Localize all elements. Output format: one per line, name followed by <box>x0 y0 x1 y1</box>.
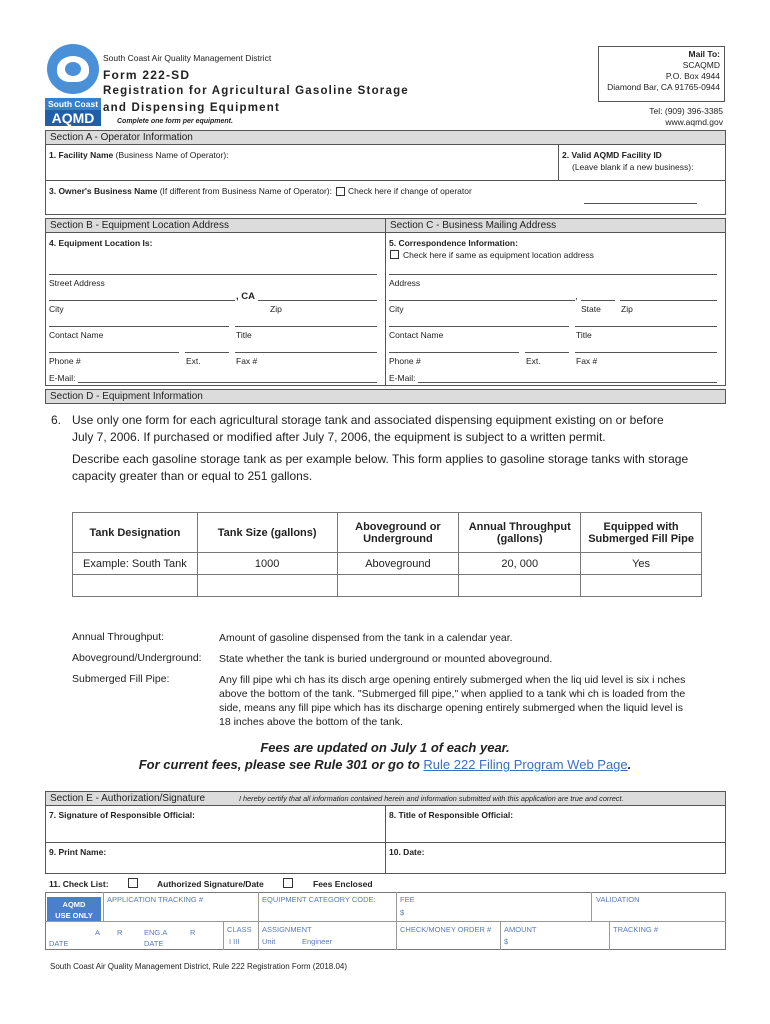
fax-field[interactable] <box>235 352 377 353</box>
section-c-header: Section C - Business Mailing Address <box>385 218 726 233</box>
date-label: 10. Date: <box>389 847 425 857</box>
tank-table <box>72 512 702 597</box>
unit-label: Unit <box>262 937 276 946</box>
def-term-aboveground: Aboveground/Underground: <box>72 652 202 664</box>
facility-id-hint: (Leave blank if a new business): <box>572 162 694 172</box>
change-operator-label: Check here if change of operator <box>348 186 472 196</box>
tracking-label: TRACKING # <box>613 925 659 934</box>
section-a-header: Section A - Operator Information <box>45 130 726 145</box>
facility-name-field[interactable] <box>230 148 550 176</box>
table-cell[interactable] <box>337 575 459 597</box>
r2-label: R <box>190 928 196 937</box>
col-tank-size: Tank Size (gallons) <box>197 513 337 553</box>
authorized-signature-label: Authorized Signature/Date <box>157 879 264 889</box>
checklist-label: 11. Check List: <box>49 879 109 889</box>
def-text-submerged: Any fill pipe whi ch has its disch arge opening entirely submerged when the liq uid level is six i nches above the bottom of the tank. "Submerged fill pipe," when applied to a tank whi ch is loaded from the side, means any fill pipe which has its discharge opening entirely submerged when the liquid level is 18 inches above the bottom of the tank. <box>219 674 686 728</box>
mailing-fax-label: Fax # <box>576 356 598 366</box>
mailing-title-label: Title <box>576 330 592 340</box>
form-number: Form 222-SD <box>103 68 191 82</box>
mailing-contact-field[interactable] <box>389 326 569 327</box>
logo-south-coast: South Coast <box>45 98 101 110</box>
contact-name-field[interactable] <box>49 326 229 327</box>
same-address-label: Check here if same as equipment location address <box>403 250 594 260</box>
table-cell: 1000 <box>197 553 337 575</box>
engineer-label: Engineer <box>302 937 333 946</box>
facility-name-label: 1. Facility Name (Business Name of Operator): <box>49 150 229 160</box>
mailing-phone-label: Phone # <box>389 356 421 366</box>
ca-label: , CA <box>236 291 255 302</box>
official-title-field[interactable] <box>389 822 719 840</box>
class-value: I III <box>229 937 240 946</box>
zip-label: Zip <box>270 304 282 314</box>
official-title-label: 8. Title of Responsible Official: <box>389 810 514 820</box>
table-cell: 20, 000 <box>459 553 581 575</box>
mailing-ext-label: Ext. <box>526 356 541 366</box>
city-label: City <box>49 304 64 314</box>
mailing-phone-field[interactable] <box>389 352 519 353</box>
phone-label: Phone # <box>49 356 81 366</box>
logo-globe-icon <box>47 44 99 94</box>
signature-field[interactable] <box>49 822 379 840</box>
website[interactable]: www.aqmd.gov <box>665 117 723 127</box>
table-cell[interactable] <box>73 575 198 597</box>
mailing-email-field[interactable] <box>418 382 717 383</box>
mailing-email-label: E-Mail: <box>389 373 416 383</box>
instructions-para2-line2: capacity greater than or equal to 251 gallons. <box>72 469 313 483</box>
form-title-line2: and Dispensing Equipment <box>103 102 281 114</box>
form-title-line1: Registration for Agricultural Gasoline Storage <box>103 85 409 97</box>
mailing-city-field[interactable] <box>389 300 575 301</box>
table-cell: Aboveground <box>337 553 459 575</box>
authorized-signature-checkbox[interactable] <box>128 877 138 888</box>
comma: , <box>575 291 578 302</box>
ext-label: Ext. <box>186 356 201 366</box>
tank-table-header-row <box>73 513 702 553</box>
def-text-aboveground: State whether the tank is buried underground or mounted aboveground. <box>219 653 553 665</box>
street-address-label: Street Address <box>49 278 105 288</box>
facility-id-label: 2. Valid AQMD Facility ID <box>562 150 662 160</box>
section-d-header: Section D - Equipment Information <box>45 389 726 404</box>
table-cell: Example: South Tank <box>73 553 198 575</box>
mail-to-line1: SCAQMD <box>682 60 720 70</box>
col-annual-throughput: Annual Throughput (gallons) <box>459 513 581 553</box>
section-b-header: Section B - Equipment Location Address <box>45 218 386 233</box>
mail-to-line3: Diamond Bar, CA 91765-0944 <box>607 82 720 92</box>
rule-222-link[interactable]: Rule 222 Filing Program Web Page <box>423 757 628 772</box>
mailing-city-label: City <box>389 304 404 314</box>
amount-dollar: $ <box>504 937 509 946</box>
amount-label: AMOUNT <box>504 925 537 934</box>
table-cell: Yes <box>581 553 702 575</box>
aqmd-logo <box>45 44 100 126</box>
same-address-checkbox[interactable] <box>390 249 399 259</box>
phone-number: Tel: (909) 396-3385 <box>649 106 723 116</box>
fees-notice-line2: For current fees, please see Rule 301 or go to Rule 222 Filing Program Web Page. <box>138 757 632 772</box>
correspondence-label: 5. Correspondence Information: <box>389 238 518 248</box>
instructions-para1-line2: July 7, 2006. If purchased or modified after July 7, 2006, the equipment is subject to a written permit. <box>72 430 606 444</box>
fees-enclosed-checkbox[interactable] <box>283 877 293 888</box>
certify-statement: I hereby certify that all information contained herein and information submitted with this application are true and correct. <box>239 794 624 803</box>
table-row <box>73 553 702 575</box>
change-operator-checkbox[interactable] <box>336 186 345 196</box>
title-field[interactable] <box>235 326 377 327</box>
fax-label: Fax # <box>236 356 258 366</box>
mailing-address-label: Address <box>389 278 421 288</box>
aqmd-use-only-badge: AQMD USE ONLY <box>47 897 101 922</box>
fees-notice-line1: Fees are updated on July 1 of each year. <box>260 740 510 755</box>
logo-aqmd: AQMD <box>45 110 101 126</box>
owner-name-label: 3. Owner's Business Name (If different from Business Name of Operator): <box>49 186 332 196</box>
phone-field[interactable] <box>49 352 179 353</box>
date1-label: DATE <box>49 939 69 948</box>
mailing-contact-label: Contact Name <box>389 330 444 340</box>
print-name-field[interactable] <box>49 858 379 872</box>
eng-a-label: ENG.A <box>144 928 168 937</box>
ext-field[interactable] <box>185 352 229 353</box>
city-field[interactable] <box>49 300 235 301</box>
assignment-label: ASSIGNMENT <box>262 925 312 934</box>
agency-name: South Coast Air Quality Management District <box>103 53 272 63</box>
table-cell[interactable] <box>459 575 581 597</box>
zip-field[interactable] <box>258 300 377 301</box>
email-label: E-Mail: <box>49 373 76 383</box>
col-tank-designation: Tank Designation <box>73 513 198 553</box>
validation-label: VALIDATION <box>596 895 640 904</box>
date-field[interactable] <box>389 858 719 872</box>
mail-to-box <box>598 46 725 102</box>
mail-to-heading: Mail To: <box>688 49 720 59</box>
def-term-submerged: Submerged Fill Pipe: <box>72 673 170 685</box>
street-address-field[interactable] <box>49 274 377 275</box>
facility-id-field[interactable] <box>562 172 722 180</box>
signature-label: 7. Signature of Responsible Official: <box>49 810 195 820</box>
mailing-ext-field[interactable] <box>525 352 569 353</box>
equip-code-label: EQUIPMENT CATEGORY CODE: <box>262 895 376 904</box>
title-label: Title <box>236 330 252 340</box>
owner-name-field[interactable] <box>584 203 697 204</box>
mailing-fax-field[interactable] <box>575 352 717 353</box>
class-label: CLASS <box>227 925 252 934</box>
mail-to-line2: P.O. Box 4944 <box>665 71 720 81</box>
r-label: R <box>117 928 123 937</box>
form-subtitle: Complete one form per equipment. <box>117 118 233 125</box>
instructions-para2-line1: Describe each gasoline storage tank as per example below. This form applies to gasoline storage tanks with storage <box>72 452 689 466</box>
email-field[interactable] <box>78 382 377 383</box>
instructions-para1-line1: Use only one form for each agricultural storage tank and associated dispensing equipment existing on or before <box>72 413 664 427</box>
table-row[interactable] <box>73 575 702 597</box>
col-submerged-fill: Equipped with Submerged Fill Pipe <box>581 513 702 553</box>
fee-label: FEE <box>400 895 415 904</box>
mailing-zip-label: Zip <box>621 304 633 314</box>
mailing-state-label: State <box>581 304 601 314</box>
app-tracking-label: APPLICATION TRACKING # <box>107 895 203 904</box>
def-text-throughput: Amount of gasoline dispensed from the tank in a calendar year. <box>219 632 513 644</box>
mailing-address-field[interactable] <box>389 274 717 275</box>
table-cell[interactable] <box>197 575 337 597</box>
table-cell[interactable] <box>581 575 702 597</box>
fee-dollar: $ <box>400 908 405 917</box>
col-aboveground: Aboveground or Underground <box>337 513 459 553</box>
mailing-state-field[interactable] <box>581 300 615 301</box>
contact-name-label: Contact Name <box>49 330 104 340</box>
a-label: A <box>95 928 101 937</box>
equipment-location-label: 4. Equipment Location Is: <box>49 238 153 248</box>
mailing-title-field[interactable] <box>575 326 717 327</box>
footer-text: South Coast Air Quality Management District, Rule 222 Registration Form (2018.04) <box>50 962 348 971</box>
section-e-header: Section E - Authorization/Signature <box>45 791 726 806</box>
print-name-label: 9. Print Name: <box>49 847 107 857</box>
def-term-throughput: Annual Throughput: <box>72 631 165 643</box>
item-6-number: 6. <box>51 413 62 427</box>
date2-label: DATE <box>144 939 164 948</box>
fees-enclosed-label: Fees Enclosed <box>313 879 373 889</box>
check-no-label: CHECK/MONEY ORDER # <box>400 925 492 934</box>
mailing-zip-field[interactable] <box>620 300 717 301</box>
